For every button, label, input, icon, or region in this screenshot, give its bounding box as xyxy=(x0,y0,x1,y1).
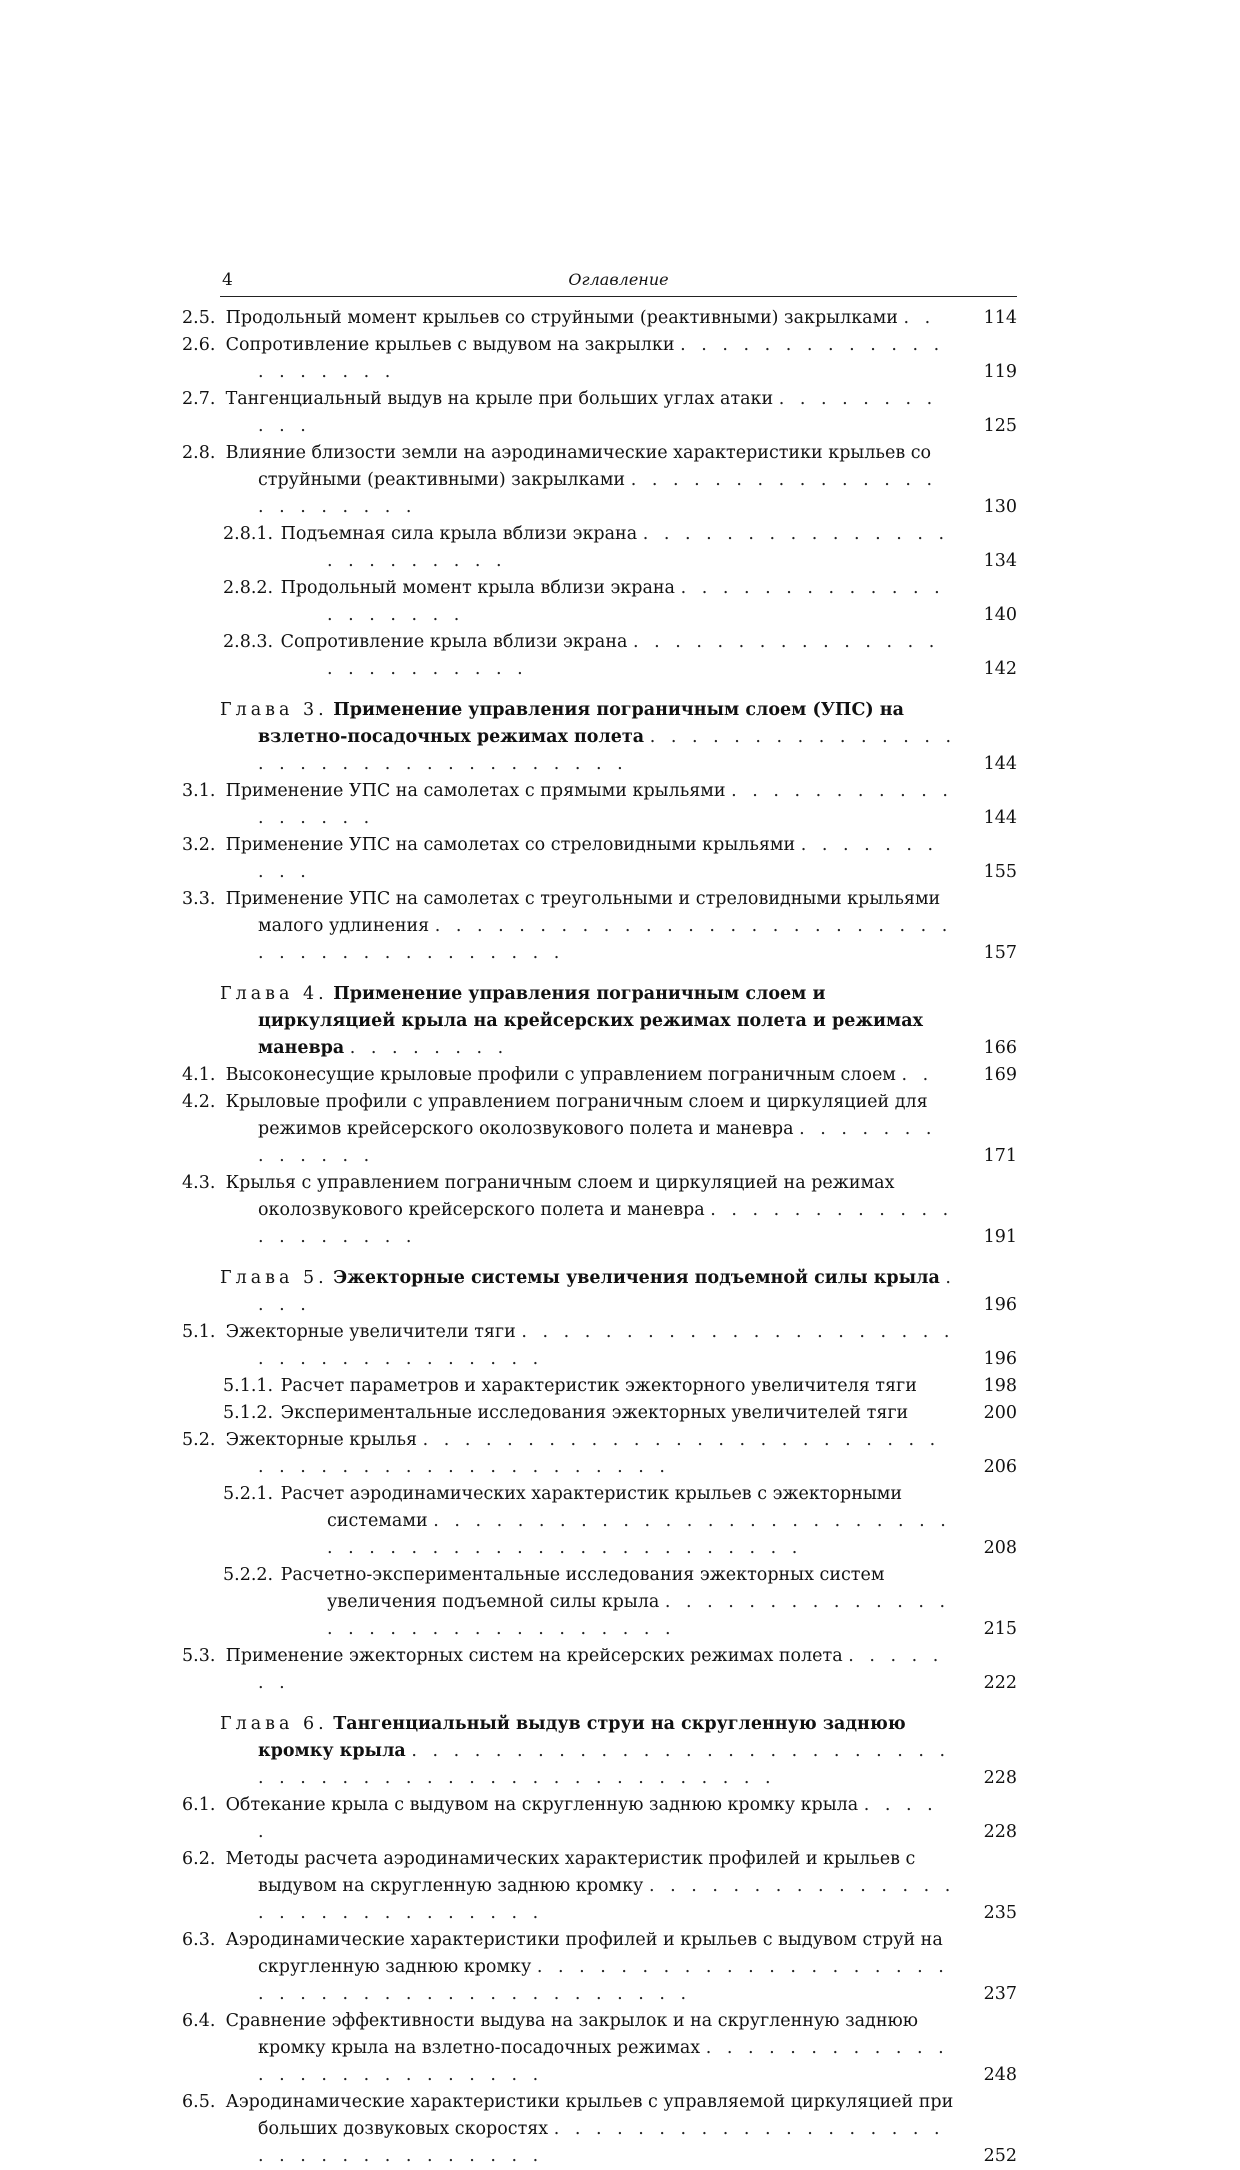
page-ref: 114 xyxy=(983,308,1017,328)
page-ref: 130 xyxy=(983,497,1017,517)
page-ref: 134 xyxy=(983,551,1017,571)
page-ref: 144 xyxy=(983,754,1017,774)
dot-leader: . . . . . . . . . . . . . . . . . . . . . . . . . . . . . xyxy=(258,1876,956,1923)
section-title: Эжекторные увеличители тяги xyxy=(225,1322,516,1342)
dot-leader: . . . . . . . . . . . . . . . . . . . . xyxy=(327,578,945,625)
section-title: Аэродинамические характеристики профилей и крыльев с выдувом струй на скругленную заднюю кромку xyxy=(225,1930,943,1977)
page-ref: 235 xyxy=(983,1903,1017,1923)
dot-leader: . . . . xyxy=(258,1268,956,1315)
section-title: Сопротивление крыльев с выдувом на закрылки xyxy=(225,335,675,355)
toc-entry[interactable]: 2.8.1. Подъемная сила крыла вблизи экрана . . . . . . . . . . . . . . . . . . . . . . . . 134 xyxy=(220,521,1017,575)
section-title: Обтекание крыла с выдувом на скругленную заднюю кромку крыла xyxy=(225,1795,859,1815)
dot-leader: . . . . . . . . xyxy=(349,1038,509,1058)
table-of-contents xyxy=(182,305,1017,2170)
section-title: Методы расчета аэродинамических характеристик профилей и крыльев с выдувом на скругленную заднюю кромку xyxy=(225,1849,916,1896)
chapter-title: Применение управления пограничным слоем (УПС) на взлетно-посадочных режимах полета xyxy=(258,700,904,747)
page-ref: 169 xyxy=(983,1065,1017,1085)
dot-leader: . . . . . . . . . . . . . . . . . . . . . . . . . . . . . . . . . . . xyxy=(258,1322,955,1369)
section-title: Влияние близости земли на аэродинамические характеристики крыльев со струйными (реактивными) закрылками xyxy=(225,443,932,490)
dot-leader: . . . . . xyxy=(258,1795,938,1842)
section-title: Сравнение эффективности выдува на закрылок и на скругленную заднюю кромку крыла на взлетно-посадочных режимах xyxy=(225,2011,918,2058)
dot-leader: . . . . . . . . . . . . . . . . . . . . . . . . . . . . . . . . . . . . . . . . . . . . . . . . xyxy=(327,1511,951,1558)
toc-page xyxy=(182,270,1017,2170)
toc-entry[interactable]: 2.8. Влияние близости земли на аэродинамические характеристики крыльев со струйными (реактивными) закрылками . . . . . . . . . . . . . . . . . . . . . . . 130 xyxy=(220,440,1017,521)
page-ref: 206 xyxy=(983,1457,1017,1477)
toc-chapter-entry[interactable] xyxy=(220,981,1017,1062)
dot-leader: . . xyxy=(901,1065,934,1085)
page-ref: 215 xyxy=(983,1619,1017,1639)
toc-entry[interactable]: 6.2. Методы расчета аэродинамических характеристик профилей и крыльев с выдувом на скругленную заднюю кромку . . . . . . . . . . . . . . . . . . . . . . . . . . . . . 235 xyxy=(220,1846,1017,1927)
section-title: Аэродинамические характеристики крыльев с управляемой циркуляцией при больших дозвуковых скоростях xyxy=(225,2092,954,2139)
page-ref: 198 xyxy=(983,1376,1017,1396)
section-title: Расчет аэродинамических характеристик крыльев с эжекторными системами xyxy=(280,1484,903,1531)
section-title: Применение УПС на самолетах со стреловидными крыльями xyxy=(225,835,796,855)
section-title: Продольный момент крыльев со струйными (реактивными) закрылками xyxy=(225,308,898,328)
toc-entry[interactable]: 4.3. Крылья с управлением пограничным слоем и циркуляцией на режимах околозвукового крейсерского полета и маневра . . . . . . . . . . . . . . . . . . . . 191 xyxy=(220,1170,1017,1251)
section-title: Тангенциальный выдув на крыле при больших углах атаки xyxy=(225,389,774,409)
page-ref: 200 xyxy=(983,1403,1017,1423)
dot-leader: . . . . . . . . . . . . . . . . . xyxy=(258,781,953,828)
dot-leader: . . . . . . . . . . . . . . . . . . . . . . . . xyxy=(327,524,950,571)
dot-leader: . . . . . . . . . . . . . . . . . . . . . . . . . . . . . . . . . . . . . . . . . . . . . . . . . . . xyxy=(258,1741,951,1788)
running-header xyxy=(220,270,1017,297)
toc-entry[interactable]: 5.2.2. Расчетно-экспериментальные исследования эжекторных систем увеличения подъемной силы крыла . . . . . . . . . . . . . . . . . . . . . . . . . . . . . . . 215 xyxy=(220,1562,1017,1643)
toc-entry[interactable]: 2.5. Продольный момент крыльев со струйными (реактивными) закрылками . . 114 xyxy=(220,305,1017,332)
toc-entry[interactable]: 5.3. Применение эжекторных систем на крейсерских режимах полета . . . . . . . 222 xyxy=(220,1643,1017,1697)
page-ref: 248 xyxy=(983,2065,1017,2085)
chapter-label: Глава 4. xyxy=(220,984,328,1004)
toc-entry[interactable]: 3.1. Применение УПС на самолетах с прямыми крыльями . . . . . . . . . . . . . . . . . 144 xyxy=(220,778,1017,832)
dot-leader: . . . . . . . . . . . . . . . . . . . . xyxy=(258,1200,954,1247)
page-ref: 237 xyxy=(983,1984,1017,2004)
toc-entry[interactable]: 6.4. Сравнение эффективности выдува на закрылок и на скругленную заднюю кромку крыла на взлетно-посадочных режимах . . . . . . . . . . . . . . . . . . . . . . . . . . 248 xyxy=(220,2008,1017,2089)
section-title: Применение УПС на самолетах с треугольными и стреловидными крыльями малого удлинения xyxy=(225,889,941,936)
page-ref: 208 xyxy=(983,1538,1017,1558)
dot-leader: . . . . . . . . . . . . . . . . . . . . . . . . . . . . . . . . . . . . . . . . . xyxy=(258,1957,949,2004)
section-title: Применение УПС на самолетах с прямыми крыльями xyxy=(225,781,726,801)
page-ref: 140 xyxy=(983,605,1017,625)
section-title: Расчетно-экспериментальные исследования эжекторных систем увеличения подъемной силы крыла xyxy=(280,1565,885,1612)
toc-entry[interactable]: 3.3. Применение УПС на самолетах с треугольными и стреловидными крыльями малого удлинения . . . . . . . . . . . . . . . . . . . . . . . . . . . . . . . . . . . . . . . . 157 xyxy=(220,886,1017,967)
dot-leader: . . . . . . . . . . . . . . . . . . . . . . . . . . . . . . . . . xyxy=(258,2119,945,2166)
section-title: Продольный момент крыла вблизи экрана xyxy=(280,578,675,598)
dot-leader: . . . . . . . . . . . . . . . . . . . . . . . . . . . . . . . xyxy=(327,1592,951,1639)
page-ref: 228 xyxy=(983,1822,1017,1842)
page-ref: 157 xyxy=(983,943,1017,963)
section-title: Экспериментальные исследования эжекторных увеличителей тяги xyxy=(280,1403,909,1423)
dot-leader: . . . . . . . . . . . . . . . . . . . . . . . . . . xyxy=(258,2038,949,2085)
dot-leader: . . . . . . . . . . xyxy=(258,835,939,882)
page-ref: 119 xyxy=(983,362,1017,382)
toc-entry[interactable]: 6.1. Обтекание крыла с выдувом на скругленную заднюю кромку крыла . . . . . 228 xyxy=(220,1792,1017,1846)
page-ref: 125 xyxy=(983,416,1017,436)
toc-entry[interactable]: 3.2. Применение УПС на самолетах со стреловидными крыльями . . . . . . . . . . 155 xyxy=(220,832,1017,886)
section-title: Применение эжекторных систем на крейсерских режимах полета xyxy=(225,1646,843,1666)
toc-entry[interactable]: 6.3. Аэродинамические характеристики профилей и крыльев с выдувом струй на скругленную заднюю кромку . . . . . . . . . . . . . . . . . . . . . . . . . . . . . . . . . . . . . . . . . 237 xyxy=(220,1927,1017,2008)
dot-leader: . . . . . . . xyxy=(258,1646,944,1693)
section-title: Высоконесущие крыловые профили с управлением пограничным слоем xyxy=(225,1065,896,1085)
chapter-title: Эжекторные системы увеличения подъемной силы крыла xyxy=(333,1268,940,1288)
chapter-label: Глава 6. xyxy=(220,1714,328,1734)
chapter-label: Глава 5. xyxy=(220,1268,328,1288)
page-ref: 252 xyxy=(983,2146,1017,2166)
running-title: Оглавление xyxy=(568,270,669,289)
chapter-label: Глава 3. xyxy=(220,700,328,720)
page-ref: 142 xyxy=(983,659,1017,679)
toc-entry[interactable]: 4.2. Крыловые профили с управлением пограничным слоем и циркуляцией для режимов крейсерского околозвукового полета и маневра . . . . . . . . . . . . . 171 xyxy=(220,1089,1017,1170)
section-title: Крыловые профили с управлением пограничным слоем и циркуляцией для режимов крейсерского околозвукового полета и маневра xyxy=(225,1092,928,1139)
toc-entry[interactable]: 2.6. Сопротивление крыльев с выдувом на закрылки . . . . . . . . . . . . . . . . . . . . 119 xyxy=(220,332,1017,386)
toc-entry[interactable]: 5.1.1. Расчет параметров и характеристик эжекторного увеличителя тяги 198 xyxy=(220,1373,1017,1400)
toc-entry[interactable]: 2.8.2. Продольный момент крыла вблизи экрана . . . . . . . . . . . . . . . . . . . . 140 xyxy=(220,575,1017,629)
section-title: Эжекторные крылья xyxy=(225,1430,418,1450)
toc-entry[interactable]: 2.7. Тангенциальный выдув на крыле при больших углах атаки . . . . . . . . . . . 125 xyxy=(220,386,1017,440)
section-title: Подъемная сила крыла вблизи экрана xyxy=(280,524,638,544)
section-title: Крылья с управлением пограничным слоем и циркуляцией на режимах околозвукового крейсерского полета и маневра xyxy=(225,1173,895,1220)
dot-leader: . . . . . . . . . . . . . . . . . . . . xyxy=(258,335,945,382)
toc-chapter-entry[interactable] xyxy=(220,1265,1017,1319)
page-ref: 228 xyxy=(983,1768,1017,1788)
page-ref: 196 xyxy=(983,1349,1017,1369)
page-ref: 191 xyxy=(983,1227,1017,1247)
page-ref: 222 xyxy=(983,1673,1017,1693)
dot-leader: . . . . . . . . . . . . . xyxy=(258,1119,937,1166)
dot-leader: . . xyxy=(903,308,936,328)
dot-leader: . . . . . . . . . . . . . . . . . . . . . . . . . . . . . . . . . xyxy=(258,727,957,774)
page-number: 4 xyxy=(222,270,233,290)
toc-entry[interactable]: 5.1. Эжекторные увеличители тяги . . . . . . . . . . . . . . . . . . . . . . . . . . . . . . . . . . . 196 xyxy=(220,1319,1017,1373)
toc-entry[interactable]: 5.2. Эжекторные крылья . . . . . . . . . . . . . . . . . . . . . . . . . . . . . . . . . . . . . . . . . . . . . 206 xyxy=(220,1427,1017,1481)
dot-leader: . . . . . . . . . . . xyxy=(258,389,938,436)
dot-leader: . . . . . . . . . . . . . . . . . . . . . . . . . xyxy=(327,632,940,679)
page-ref: 155 xyxy=(983,862,1017,882)
page-ref: 144 xyxy=(983,808,1017,828)
section-title: Сопротивление крыла вблизи экрана xyxy=(280,632,628,652)
page-ref: 171 xyxy=(983,1146,1017,1166)
toc-chapter-entry[interactable] xyxy=(220,697,1017,778)
toc-entry[interactable]: 5.2.1. Расчет аэродинамических характеристик крыльев с эжекторными системами . . . . . . . . . . . . . . . . . . . . . . . . . . . . . . . . . . . . . . . . . . . . . . . . 208 xyxy=(220,1481,1017,1562)
page-ref: 166 xyxy=(983,1038,1017,1058)
dot-leader: . . . . . . . . . . . . . . . . . . . . . . . xyxy=(258,470,938,517)
toc-entry[interactable]: 4.1. Высоконесущие крыловые профили с управлением пограничным слоем . . 169 xyxy=(220,1062,1017,1089)
chapter-title: Тангенциальный выдув струи на скругленную заднюю кромку крыла xyxy=(258,1714,906,1761)
toc-entry[interactable]: 2.8.3. Сопротивление крыла вблизи экрана . . . . . . . . . . . . . . . . . . . . . . . . . 142 xyxy=(220,629,1017,683)
toc-entry[interactable]: 5.1.2. Экспериментальные исследования эжекторных увеличителей тяги 200 xyxy=(220,1400,1017,1427)
dot-leader: . . . . . . . . . . . . . . . . . . . . . . . . . . . . . . . . . . . . . . . . xyxy=(258,916,953,963)
page-ref: 196 xyxy=(983,1295,1017,1315)
chapter-title: Применение управления пограничным слоем и циркуляцией крыла на крейсерских режимах полета и режимах маневра xyxy=(258,984,923,1058)
toc-chapter-entry[interactable] xyxy=(220,1711,1017,1792)
section-title: Расчет параметров и характеристик эжекторного увеличителя тяги xyxy=(280,1376,917,1396)
toc-entry[interactable]: 6.5. Аэродинамические характеристики крыльев с управляемой циркуляцией при больших дозвуковых скоростях . . . . . . . . . . . . . . . . . . . . . . . . . . . . . . . . . 252 xyxy=(220,2089,1017,2170)
dot-leader: . . . . . . . . . . . . . . . . . . . . . . . . . . . . . . . . . . . . . . . . . . . . . xyxy=(258,1430,941,1477)
